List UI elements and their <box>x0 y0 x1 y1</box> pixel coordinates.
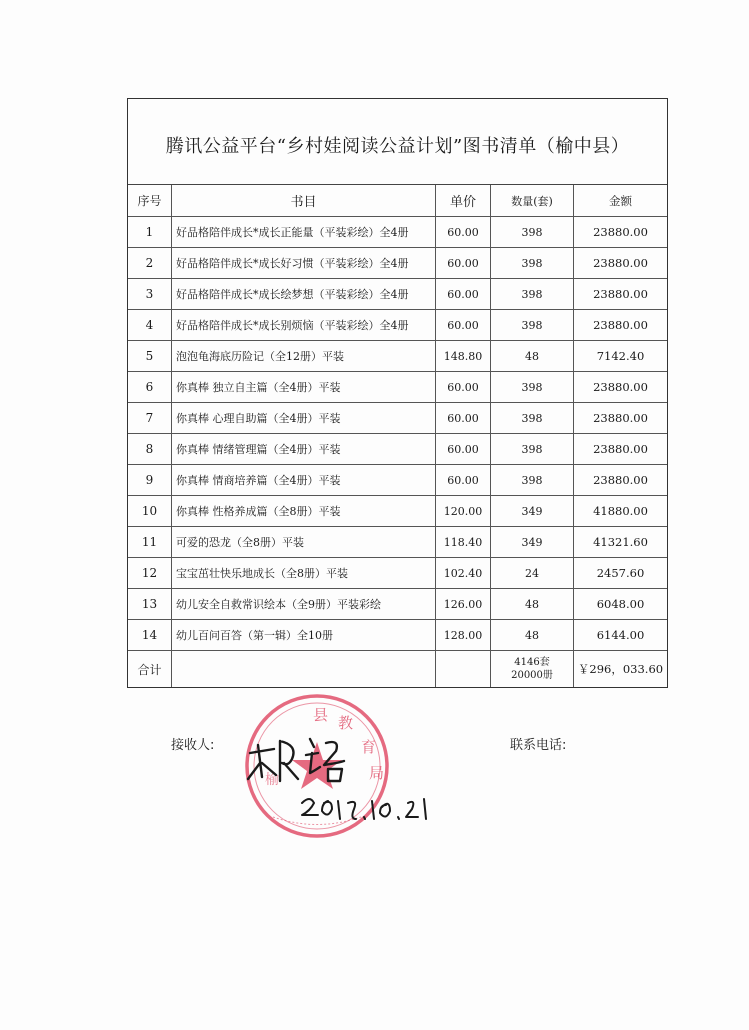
row-price: 148.80 <box>436 341 491 372</box>
row-quantity: 398 <box>491 434 574 465</box>
row-title: 你真棒 情商培养篇（全4册）平装 <box>172 465 436 496</box>
row-index: 12 <box>128 558 172 589</box>
row-amount: 2457.60 <box>574 558 668 589</box>
row-quantity: 48 <box>491 620 574 651</box>
row-price: 60.00 <box>436 248 491 279</box>
table-row <box>128 558 667 589</box>
row-price: 60.00 <box>436 310 491 341</box>
table-header-row <box>128 185 667 217</box>
total-quantity-volumes: 20000册 <box>511 670 553 681</box>
row-quantity: 24 <box>491 558 574 589</box>
svg-text:榆: 榆 <box>265 772 279 788</box>
row-amount: 23880.00 <box>574 279 668 310</box>
row-index: 1 <box>128 217 172 248</box>
table-row <box>128 217 667 248</box>
row-amount: 23880.00 <box>574 465 668 496</box>
row-quantity: 398 <box>491 310 574 341</box>
book-list-sheet <box>127 98 668 688</box>
row-price: 60.00 <box>436 403 491 434</box>
row-title: 可爱的恐龙（全8册）平装 <box>172 527 436 558</box>
row-price: 120.00 <box>436 496 491 527</box>
row-amount: 23880.00 <box>574 403 668 434</box>
row-quantity: 48 <box>491 589 574 620</box>
header-index: 序号 <box>128 185 172 217</box>
row-index: 7 <box>128 403 172 434</box>
row-title: 幼儿安全自救常识绘本（全9册）平装彩绘 <box>172 589 436 620</box>
row-title: 你真棒 独立自主篇（全4册）平装 <box>172 372 436 403</box>
row-amount: 23880.00 <box>574 310 668 341</box>
row-index: 9 <box>128 465 172 496</box>
row-title: 幼儿百问百答（第一辑）全10册 <box>172 620 436 651</box>
row-amount: 41880.00 <box>574 496 668 527</box>
row-index: 6 <box>128 372 172 403</box>
total-price-empty <box>436 651 491 688</box>
total-quantity-sets: 4146套 <box>514 657 550 668</box>
total-label: 合计 <box>128 651 172 688</box>
receiver-label: 接收人: <box>171 738 215 753</box>
table-row <box>128 248 667 279</box>
row-title: 你真棒 情绪管理篇（全4册）平装 <box>172 434 436 465</box>
row-quantity: 48 <box>491 341 574 372</box>
table-row <box>128 465 667 496</box>
header-price: 单价 <box>436 185 491 217</box>
row-amount: 41321.60 <box>574 527 668 558</box>
row-amount: 23880.00 <box>574 434 668 465</box>
row-index: 11 <box>128 527 172 558</box>
svg-text:县: 县 <box>313 706 329 724</box>
table-row <box>128 372 667 403</box>
table-row <box>128 589 667 620</box>
row-price: 118.40 <box>436 527 491 558</box>
row-index: 14 <box>128 620 172 651</box>
table-row <box>128 403 667 434</box>
svg-text:教: 教 <box>338 714 354 732</box>
table-row <box>128 310 667 341</box>
row-amount: 23880.00 <box>574 248 668 279</box>
row-price: 126.00 <box>436 589 491 620</box>
table-row <box>128 279 667 310</box>
row-price: 102.40 <box>436 558 491 589</box>
header-title: 书目 <box>172 185 436 217</box>
row-amount: 23880.00 <box>574 372 668 403</box>
total-amount: ￥296，033.60 <box>574 651 668 688</box>
total-title-empty <box>172 651 436 688</box>
row-index: 3 <box>128 279 172 310</box>
row-quantity: 349 <box>491 496 574 527</box>
table-row <box>128 434 667 465</box>
row-title: 好品格陪伴成长*成长正能量（平装彩绘）全4册 <box>172 217 436 248</box>
row-quantity: 398 <box>491 372 574 403</box>
row-quantity: 349 <box>491 527 574 558</box>
row-amount: 23880.00 <box>574 217 668 248</box>
row-price: 60.00 <box>436 434 491 465</box>
table-row <box>128 620 667 651</box>
table-row <box>128 341 667 372</box>
row-price: 60.00 <box>436 465 491 496</box>
row-index: 4 <box>128 310 172 341</box>
book-list-table <box>128 185 667 687</box>
header-quantity: 数量(套) <box>491 185 574 217</box>
svg-text:育: 育 <box>361 738 377 756</box>
table-row <box>128 527 667 558</box>
row-amount: 6048.00 <box>574 589 668 620</box>
row-index: 13 <box>128 589 172 620</box>
row-price: 60.00 <box>436 217 491 248</box>
total-quantity <box>491 651 574 688</box>
row-price: 60.00 <box>436 372 491 403</box>
row-title: 好品格陪伴成长*成长别烦恼（平装彩绘）全4册 <box>172 310 436 341</box>
table-body <box>128 217 667 651</box>
header-amount: 金额 <box>574 185 668 217</box>
row-quantity: 398 <box>491 465 574 496</box>
row-price: 128.00 <box>436 620 491 651</box>
row-index: 10 <box>128 496 172 527</box>
row-title: 好品格陪伴成长*成长绘梦想（平装彩绘）全4册 <box>172 279 436 310</box>
row-price: 60.00 <box>436 279 491 310</box>
row-quantity: 398 <box>491 248 574 279</box>
row-index: 2 <box>128 248 172 279</box>
row-index: 5 <box>128 341 172 372</box>
table-row <box>128 496 667 527</box>
total-row <box>128 651 667 688</box>
row-index: 8 <box>128 434 172 465</box>
row-quantity: 398 <box>491 217 574 248</box>
row-title: 你真棒 心理自助篇（全4册）平装 <box>172 403 436 434</box>
handwritten-signature <box>240 715 440 835</box>
row-amount: 7142.40 <box>574 341 668 372</box>
row-title: 宝宝茁壮快乐地成长（全8册）平装 <box>172 558 436 589</box>
row-amount: 6144.00 <box>574 620 668 651</box>
row-title: 泡泡龟海底历险记（全12册）平装 <box>172 341 436 372</box>
row-title: 你真棒 性格养成篇（全8册）平装 <box>172 496 436 527</box>
row-title: 好品格陪伴成长*成长好习惯（平装彩绘）全4册 <box>172 248 436 279</box>
document-title: 腾讯公益平台“乡村娃阅读公益计划”图书清单（榆中县） <box>128 99 667 185</box>
row-quantity: 398 <box>491 279 574 310</box>
phone-label: 联系电话: <box>510 738 567 753</box>
row-quantity: 398 <box>491 403 574 434</box>
svg-text:局: 局 <box>369 764 385 782</box>
